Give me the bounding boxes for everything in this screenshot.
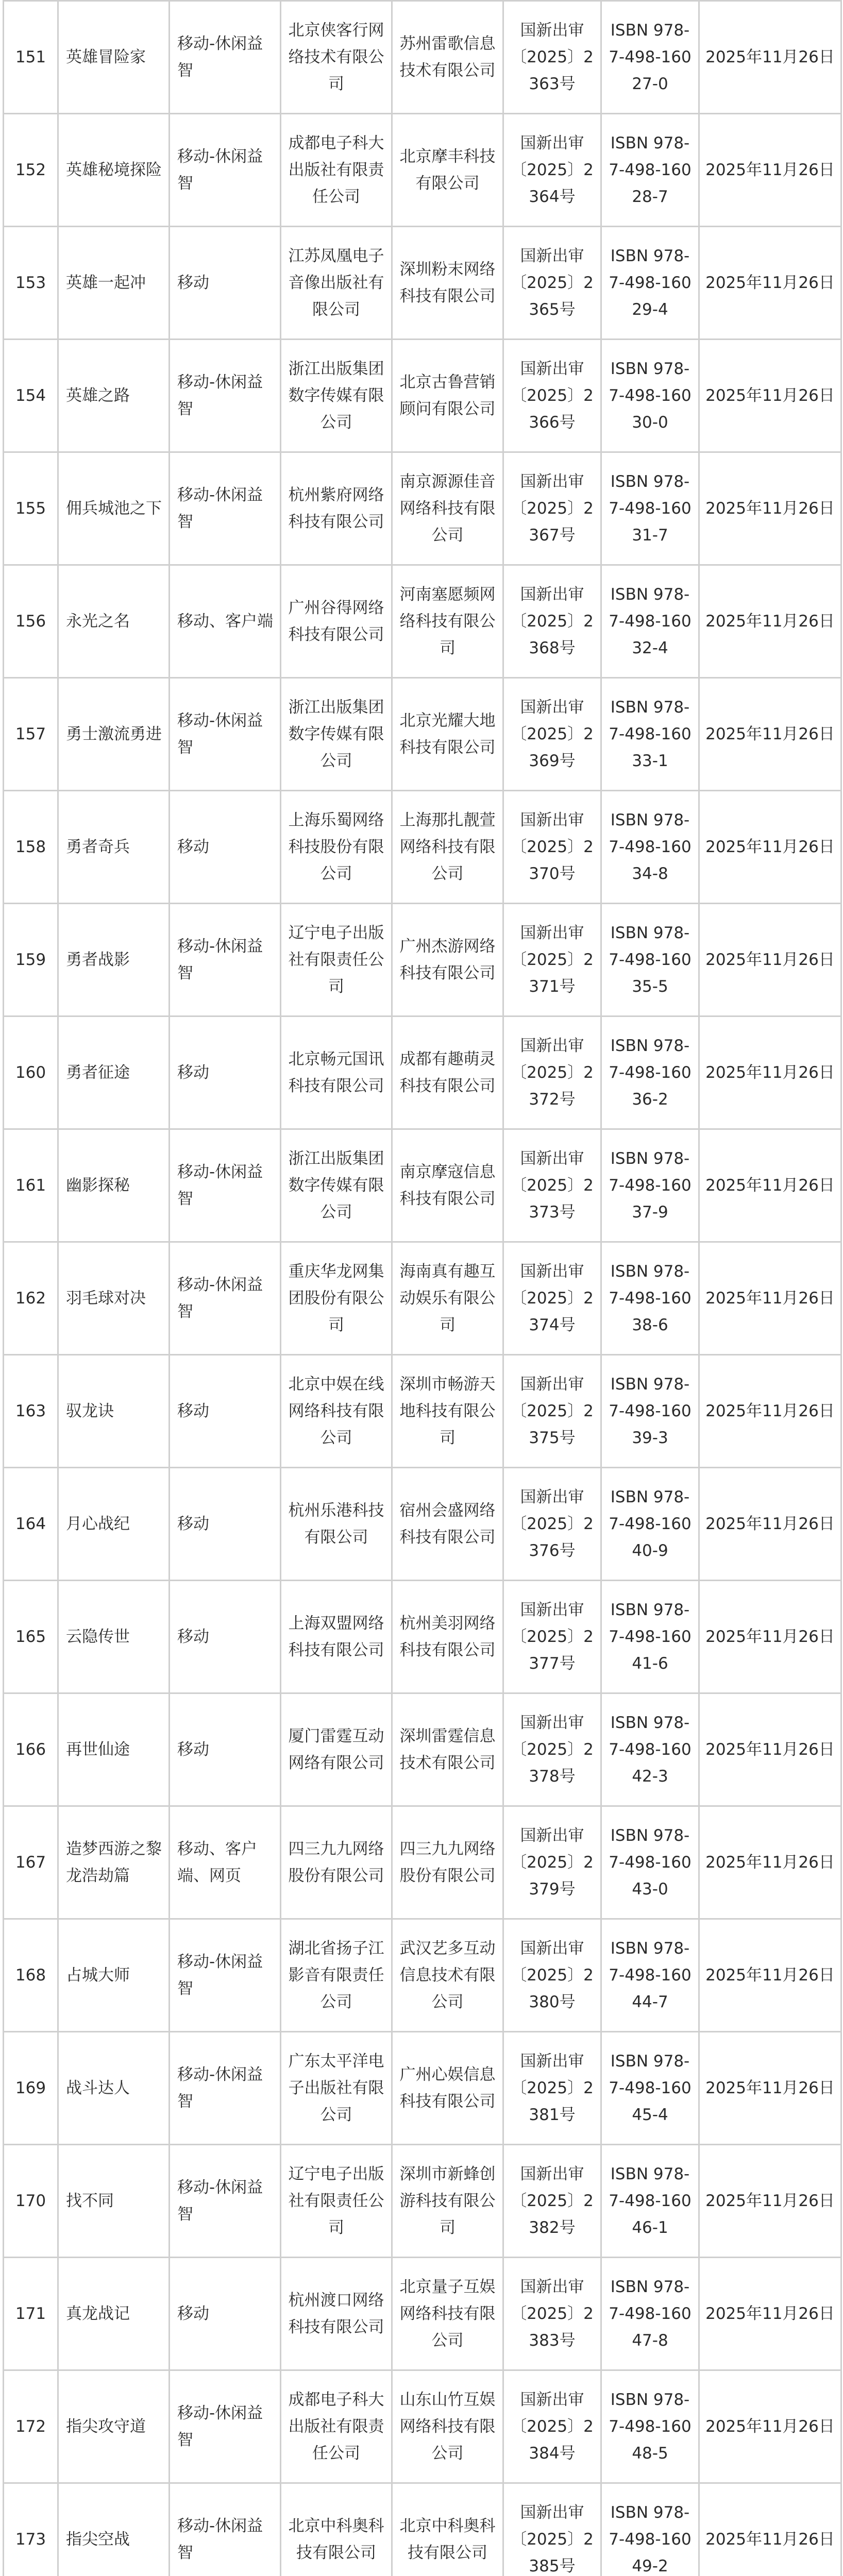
approval-number-cell: 国新出审〔2025〕2367号 xyxy=(503,452,601,565)
game-name-cell: 勇者征途 xyxy=(58,1016,170,1129)
category-cell: 移动 xyxy=(170,2258,281,2370)
game-name-cell: 英雄秘境探险 xyxy=(58,114,170,227)
approval-date-cell: 2025年11月26日 xyxy=(699,1242,841,1355)
approval-date-cell: 2025年11月26日 xyxy=(699,1468,841,1581)
approval-number-cell: 国新出审〔2025〕2371号 xyxy=(503,904,601,1016)
publisher-cell: 厦门雷霆互动网络有限公司 xyxy=(281,1693,392,1806)
operator-cell: 宿州会盛网络科技有限公司 xyxy=(392,1468,503,1581)
approval-number-cell: 国新出审〔2025〕2373号 xyxy=(503,1129,601,1242)
operator-cell: 深圳市畅游天地科技有限公司 xyxy=(392,1355,503,1468)
table-body xyxy=(4,1,841,2576)
approval-number-cell: 国新出审〔2025〕2383号 xyxy=(503,2258,601,2370)
game-name-cell: 指尖攻守道 xyxy=(58,2370,170,2483)
game-name-cell: 勇者战影 xyxy=(58,904,170,1016)
isbn-cell: ISBN 978-7-498-16028-7 xyxy=(601,114,699,227)
approval-date-cell: 2025年11月26日 xyxy=(699,2145,841,2258)
row-number-cell: 163 xyxy=(4,1355,58,1468)
row-number-cell: 158 xyxy=(4,791,58,904)
operator-cell: 上海那扎靓萱网络科技有限公司 xyxy=(392,791,503,904)
publisher-cell: 成都电子科大出版社有限责任公司 xyxy=(281,2370,392,2483)
publisher-cell: 上海乐蜀网络科技股份有限公司 xyxy=(281,791,392,904)
category-cell: 移动-休闲益智 xyxy=(170,340,281,452)
approval-number-cell: 国新出审〔2025〕2372号 xyxy=(503,1016,601,1129)
approval-number-cell: 国新出审〔2025〕2363号 xyxy=(503,1,601,114)
isbn-cell: ISBN 978-7-498-16044-7 xyxy=(601,1919,699,2032)
operator-cell: 河南塞愿频网络科技有限公司 xyxy=(392,565,503,678)
approval-date-cell: 2025年11月26日 xyxy=(699,340,841,452)
category-cell: 移动-休闲益智 xyxy=(170,1919,281,2032)
publisher-cell: 浙江出版集团数字传媒有限公司 xyxy=(281,678,392,791)
operator-cell: 北京古鲁营销顾问有限公司 xyxy=(392,340,503,452)
operator-cell: 杭州美羽网络科技有限公司 xyxy=(392,1581,503,1693)
row-number-cell: 160 xyxy=(4,1016,58,1129)
publisher-cell: 杭州紫府网络科技有限公司 xyxy=(281,452,392,565)
publisher-cell: 北京中娱在线网络科技有限公司 xyxy=(281,1355,392,1468)
game-name-cell: 战斗达人 xyxy=(58,2032,170,2145)
approval-date-cell: 2025年11月26日 xyxy=(699,114,841,227)
table-row xyxy=(4,565,841,678)
table-row xyxy=(4,2032,841,2145)
approval-number-cell: 国新出审〔2025〕2374号 xyxy=(503,1242,601,1355)
table-row xyxy=(4,791,841,904)
game-name-cell: 驭龙诀 xyxy=(58,1355,170,1468)
isbn-cell: ISBN 978-7-498-16031-7 xyxy=(601,452,699,565)
approval-date-cell: 2025年11月26日 xyxy=(699,904,841,1016)
category-cell: 移动 xyxy=(170,1468,281,1581)
publisher-cell: 成都电子科大出版社有限责任公司 xyxy=(281,114,392,227)
category-cell: 移动 xyxy=(170,1355,281,1468)
isbn-cell: ISBN 978-7-498-16046-1 xyxy=(601,2145,699,2258)
approval-date-cell: 2025年11月26日 xyxy=(699,678,841,791)
isbn-cell: ISBN 978-7-498-16029-4 xyxy=(601,227,699,340)
approval-number-cell: 国新出审〔2025〕2370号 xyxy=(503,791,601,904)
approval-number-cell: 国新出审〔2025〕2379号 xyxy=(503,1806,601,1919)
category-cell: 移动 xyxy=(170,1581,281,1693)
operator-cell: 山东山竹互娱网络科技有限公司 xyxy=(392,2370,503,2483)
row-number-cell: 166 xyxy=(4,1693,58,1806)
isbn-cell: ISBN 978-7-498-16037-9 xyxy=(601,1129,699,1242)
category-cell: 移动-休闲益智 xyxy=(170,2145,281,2258)
category-cell: 移动-休闲益智 xyxy=(170,1129,281,1242)
isbn-cell: ISBN 978-7-498-16039-3 xyxy=(601,1355,699,1468)
approval-date-cell: 2025年11月26日 xyxy=(699,1129,841,1242)
approval-date-cell: 2025年11月26日 xyxy=(699,1581,841,1693)
table-row xyxy=(4,1242,841,1355)
operator-cell: 深圳雷霆信息技术有限公司 xyxy=(392,1693,503,1806)
table-row xyxy=(4,1,841,114)
row-number-cell: 152 xyxy=(4,114,58,227)
approval-date-cell: 2025年11月26日 xyxy=(699,1693,841,1806)
category-cell: 移动-休闲益智 xyxy=(170,1242,281,1355)
publisher-cell: 上海双盟网络科技有限公司 xyxy=(281,1581,392,1693)
isbn-cell: ISBN 978-7-498-16043-0 xyxy=(601,1806,699,1919)
game-name-cell: 找不同 xyxy=(58,2145,170,2258)
category-cell: 移动、客户端、网页 xyxy=(170,1806,281,1919)
isbn-cell: ISBN 978-7-498-16033-1 xyxy=(601,678,699,791)
category-cell: 移动-休闲益智 xyxy=(170,114,281,227)
operator-cell: 海南真有趣互动娱乐有限公司 xyxy=(392,1242,503,1355)
isbn-cell: ISBN 978-7-498-16045-4 xyxy=(601,2032,699,2145)
category-cell: 移动-休闲益智 xyxy=(170,1,281,114)
approval-number-cell: 国新出审〔2025〕2377号 xyxy=(503,1581,601,1693)
publisher-cell: 北京中科奥科技有限公司 xyxy=(281,2483,392,2576)
category-cell: 移动-休闲益智 xyxy=(170,2032,281,2145)
isbn-cell: ISBN 978-7-498-16049-2 xyxy=(601,2483,699,2576)
category-cell: 移动 xyxy=(170,1016,281,1129)
row-number-cell: 169 xyxy=(4,2032,58,2145)
game-name-cell: 真龙战记 xyxy=(58,2258,170,2370)
isbn-cell: ISBN 978-7-498-16030-0 xyxy=(601,340,699,452)
row-number-cell: 157 xyxy=(4,678,58,791)
approval-date-cell: 2025年11月26日 xyxy=(699,2032,841,2145)
row-number-cell: 159 xyxy=(4,904,58,1016)
publisher-cell: 辽宁电子出版社有限责任公司 xyxy=(281,2145,392,2258)
category-cell: 移动、客户端 xyxy=(170,565,281,678)
approval-date-cell: 2025年11月26日 xyxy=(699,2370,841,2483)
row-number-cell: 168 xyxy=(4,1919,58,2032)
row-number-cell: 167 xyxy=(4,1806,58,1919)
game-name-cell: 羽毛球对决 xyxy=(58,1242,170,1355)
publisher-cell: 浙江出版集团数字传媒有限公司 xyxy=(281,1129,392,1242)
approval-number-cell: 国新出审〔2025〕2382号 xyxy=(503,2145,601,2258)
game-name-cell: 云隐传世 xyxy=(58,1581,170,1693)
table-row xyxy=(4,2145,841,2258)
game-name-cell: 造梦西游之黎龙浩劫篇 xyxy=(58,1806,170,1919)
game-name-cell: 英雄一起冲 xyxy=(58,227,170,340)
isbn-cell: ISBN 978-7-498-16042-3 xyxy=(601,1693,699,1806)
table-row xyxy=(4,1919,841,2032)
operator-cell: 武汉艺多互动信息技术有限公司 xyxy=(392,1919,503,2032)
isbn-cell: ISBN 978-7-498-16035-5 xyxy=(601,904,699,1016)
approval-number-cell: 国新出审〔2025〕2381号 xyxy=(503,2032,601,2145)
table-row xyxy=(4,1355,841,1468)
isbn-cell: ISBN 978-7-498-16041-6 xyxy=(601,1581,699,1693)
publisher-cell: 江苏凤凰电子音像出版社有限公司 xyxy=(281,227,392,340)
approval-number-cell: 国新出审〔2025〕2380号 xyxy=(503,1919,601,2032)
category-cell: 移动-休闲益智 xyxy=(170,452,281,565)
game-name-cell: 永光之名 xyxy=(58,565,170,678)
approval-date-cell: 2025年11月26日 xyxy=(699,565,841,678)
isbn-cell: ISBN 978-7-498-16032-4 xyxy=(601,565,699,678)
table-row xyxy=(4,2483,841,2576)
publisher-cell: 杭州乐港科技有限公司 xyxy=(281,1468,392,1581)
isbn-cell: ISBN 978-7-498-16038-6 xyxy=(601,1242,699,1355)
isbn-cell: ISBN 978-7-498-16047-8 xyxy=(601,2258,699,2370)
operator-cell: 南京摩寇信息科技有限公司 xyxy=(392,1129,503,1242)
approval-date-cell: 2025年11月26日 xyxy=(699,1016,841,1129)
row-number-cell: 172 xyxy=(4,2370,58,2483)
row-number-cell: 165 xyxy=(4,1581,58,1693)
approval-date-cell: 2025年11月26日 xyxy=(699,1,841,114)
table-row xyxy=(4,1581,841,1693)
approval-date-cell: 2025年11月26日 xyxy=(699,791,841,904)
category-cell: 移动-休闲益智 xyxy=(170,678,281,791)
table-row xyxy=(4,2370,841,2483)
table-row xyxy=(4,678,841,791)
publisher-cell: 北京侠客行网络技术有限公司 xyxy=(281,1,392,114)
publisher-cell: 广州谷得网络科技有限公司 xyxy=(281,565,392,678)
row-number-cell: 153 xyxy=(4,227,58,340)
approval-date-cell: 2025年11月26日 xyxy=(699,2483,841,2576)
approval-date-cell: 2025年11月26日 xyxy=(699,1355,841,1468)
publisher-cell: 四三九九网络股份有限公司 xyxy=(281,1806,392,1919)
row-number-cell: 161 xyxy=(4,1129,58,1242)
game-name-cell: 月心战纪 xyxy=(58,1468,170,1581)
approval-list-table xyxy=(3,0,842,2576)
game-name-cell: 指尖空战 xyxy=(58,2483,170,2576)
table-row xyxy=(4,1693,841,1806)
isbn-cell: ISBN 978-7-498-16040-9 xyxy=(601,1468,699,1581)
approval-number-cell: 国新出审〔2025〕2385号 xyxy=(503,2483,601,2576)
category-cell: 移动 xyxy=(170,1693,281,1806)
table-row xyxy=(4,452,841,565)
row-number-cell: 162 xyxy=(4,1242,58,1355)
operator-cell: 广州心娱信息科技有限公司 xyxy=(392,2032,503,2145)
publisher-cell: 北京畅元国讯科技有限公司 xyxy=(281,1016,392,1129)
row-number-cell: 170 xyxy=(4,2145,58,2258)
operator-cell: 南京源源佳音网络科技有限公司 xyxy=(392,452,503,565)
operator-cell: 广州杰游网络科技有限公司 xyxy=(392,904,503,1016)
table-row xyxy=(4,904,841,1016)
publisher-cell: 辽宁电子出版社有限责任公司 xyxy=(281,904,392,1016)
table-row xyxy=(4,340,841,452)
publisher-cell: 杭州渡口网络科技有限公司 xyxy=(281,2258,392,2370)
approval-date-cell: 2025年11月26日 xyxy=(699,2258,841,2370)
game-name-cell: 勇者奇兵 xyxy=(58,791,170,904)
approval-date-cell: 2025年11月26日 xyxy=(699,452,841,565)
approval-date-cell: 2025年11月26日 xyxy=(699,1806,841,1919)
publisher-cell: 广东太平洋电子出版社有限公司 xyxy=(281,2032,392,2145)
table-row xyxy=(4,227,841,340)
row-number-cell: 154 xyxy=(4,340,58,452)
row-number-cell: 155 xyxy=(4,452,58,565)
isbn-cell: ISBN 978-7-498-16034-8 xyxy=(601,791,699,904)
table-row xyxy=(4,1468,841,1581)
operator-cell: 成都有趣萌灵科技有限公司 xyxy=(392,1016,503,1129)
approval-number-cell: 国新出审〔2025〕2369号 xyxy=(503,678,601,791)
approval-number-cell: 国新出审〔2025〕2366号 xyxy=(503,340,601,452)
approval-date-cell: 2025年11月26日 xyxy=(699,1919,841,2032)
publisher-cell: 浙江出版集团数字传媒有限公司 xyxy=(281,340,392,452)
game-name-cell: 勇士激流勇进 xyxy=(58,678,170,791)
operator-cell: 四三九九网络股份有限公司 xyxy=(392,1806,503,1919)
publisher-cell: 重庆华龙网集团股份有限公司 xyxy=(281,1242,392,1355)
approval-number-cell: 国新出审〔2025〕2375号 xyxy=(503,1355,601,1468)
game-name-cell: 英雄冒险家 xyxy=(58,1,170,114)
table-row xyxy=(4,1129,841,1242)
approval-number-cell: 国新出审〔2025〕2378号 xyxy=(503,1693,601,1806)
operator-cell: 北京量子互娱网络科技有限公司 xyxy=(392,2258,503,2370)
publisher-cell: 湖北省扬子江影音有限责任公司 xyxy=(281,1919,392,2032)
row-number-cell: 151 xyxy=(4,1,58,114)
approval-number-cell: 国新出审〔2025〕2364号 xyxy=(503,114,601,227)
game-name-cell: 再世仙途 xyxy=(58,1693,170,1806)
operator-cell: 北京中科奥科技有限公司 xyxy=(392,2483,503,2576)
operator-cell: 北京光耀大地科技有限公司 xyxy=(392,678,503,791)
table-row xyxy=(4,1806,841,1919)
approval-number-cell: 国新出审〔2025〕2384号 xyxy=(503,2370,601,2483)
operator-cell: 深圳粉末网络科技有限公司 xyxy=(392,227,503,340)
isbn-cell: ISBN 978-7-498-16027-0 xyxy=(601,1,699,114)
operator-cell: 北京摩丰科技有限公司 xyxy=(392,114,503,227)
row-number-cell: 171 xyxy=(4,2258,58,2370)
game-name-cell: 占城大师 xyxy=(58,1919,170,2032)
game-name-cell: 英雄之路 xyxy=(58,340,170,452)
approval-number-cell: 国新出审〔2025〕2365号 xyxy=(503,227,601,340)
category-cell: 移动-休闲益智 xyxy=(170,2483,281,2576)
category-cell: 移动-休闲益智 xyxy=(170,2370,281,2483)
table-row xyxy=(4,114,841,227)
category-cell: 移动-休闲益智 xyxy=(170,904,281,1016)
row-number-cell: 173 xyxy=(4,2483,58,2576)
approval-number-cell: 国新出审〔2025〕2368号 xyxy=(503,565,601,678)
row-number-cell: 164 xyxy=(4,1468,58,1581)
isbn-cell: ISBN 978-7-498-16048-5 xyxy=(601,2370,699,2483)
operator-cell: 深圳市新蜂创游科技有限公司 xyxy=(392,2145,503,2258)
table-row xyxy=(4,2258,841,2370)
game-name-cell: 幽影探秘 xyxy=(58,1129,170,1242)
game-name-cell: 佣兵城池之下 xyxy=(58,452,170,565)
table-row xyxy=(4,1016,841,1129)
approval-date-cell: 2025年11月26日 xyxy=(699,227,841,340)
isbn-cell: ISBN 978-7-498-16036-2 xyxy=(601,1016,699,1129)
category-cell: 移动 xyxy=(170,227,281,340)
approval-number-cell: 国新出审〔2025〕2376号 xyxy=(503,1468,601,1581)
operator-cell: 苏州雷歌信息技术有限公司 xyxy=(392,1,503,114)
row-number-cell: 156 xyxy=(4,565,58,678)
category-cell: 移动 xyxy=(170,791,281,904)
